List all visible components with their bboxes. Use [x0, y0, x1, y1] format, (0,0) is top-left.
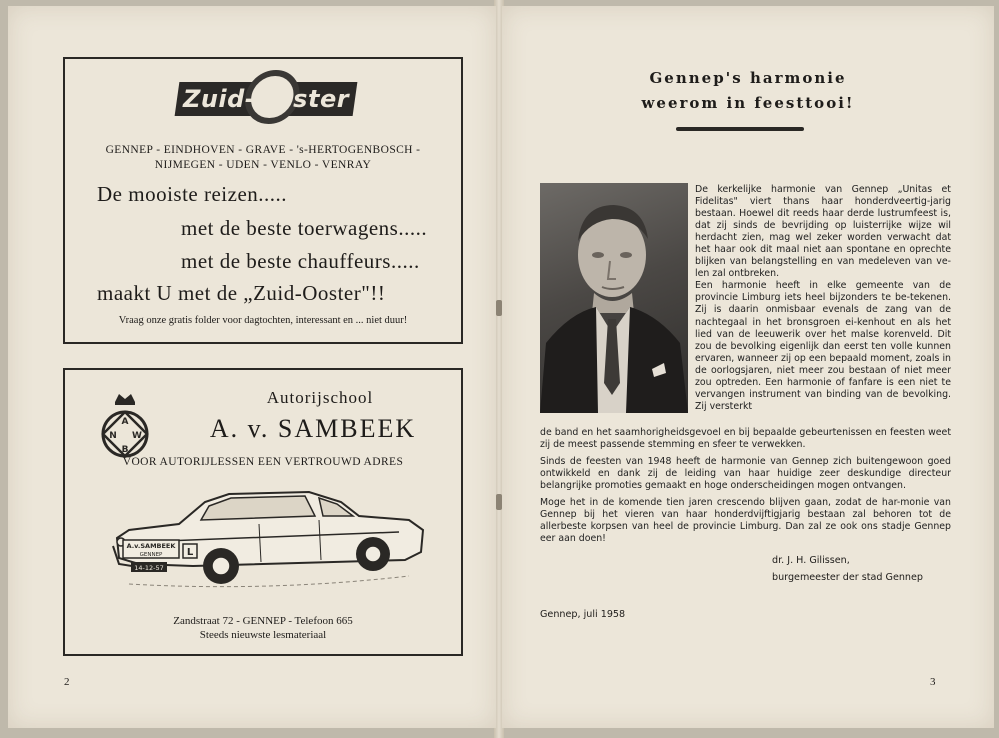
folder-note: Vraag onze gratis folder voor dagtochten, interessant en ... niet duur! — [118, 315, 408, 326]
cities-list — [65, 143, 461, 173]
cities-line-1: GENNEP - EINDHOVEN - GRAVE - 's-HERTOGENBOSCH - — [105, 144, 421, 156]
page-number-right: 3 — [930, 676, 936, 688]
slogan-line-2: met de beste toerwagens..... — [181, 216, 428, 240]
car-plate-name: A.v.SAMBEEK — [126, 542, 176, 550]
left-page — [8, 6, 496, 728]
car-illustration — [109, 476, 429, 596]
article-body — [540, 427, 951, 550]
zuid-ooster-ad — [63, 57, 463, 344]
signature-block — [772, 552, 923, 586]
article-paragraph-3: Sinds de feesten van 1948 heeft de harmonie van Gennep zich buitengewoon goed ontwikkeld en dank zij de leiding van haar huidige zeer deskundige directeur belangrijke promoties gemaakt en hoge onderscheidingen mogen ontvangen. — [540, 456, 951, 492]
dateline: Gennep, juli 1958 — [540, 609, 626, 620]
school-name: A. v. SAMBEEK — [209, 414, 417, 443]
article-paragraph-2: Een harmonie heeft in elke gemeente van de provincie Limburg iets heel bijzonders te be-tekenen. Zij is daarin onmisbaar evenals de zang van de nachtegaal in het bronsgroen ei-kenhout en als het lied van de leeuwerik over het malse korenveld. Dit zou de bevolking eigenlijk dan eerst ten volle kunnen ervaren, wanneer zij op een bepaald moment, zoals in de oorlogsjaren, niet meer zou bestaan of niet meer zou optreden. Een harmonie of fanfare is een niet te vervangen instrument van binding van de bevolking. Zij versterkt — [695, 280, 951, 412]
article-paragraph-2-continued: de band en het saamhorigheidsgevoel en bij bepaalde gebeurtenissen en feesten weet zij de meest passende stemming en sfeer te verwekken. — [540, 427, 951, 451]
article-column — [695, 184, 951, 428]
portrait-figure — [540, 183, 688, 413]
right-page — [502, 6, 994, 728]
slogan-line-4: maakt U met de „Zuid-Ooster"!! — [97, 281, 386, 305]
school-label: Autorijschool — [266, 388, 374, 407]
slogan-line-3: met de beste chauffeurs..... — [181, 249, 420, 273]
article-paragraph-4: Moge het in de komende tien jaren crescendo blijven gaan, zodat de har-monie van Gennep bij het vieren van haar honderdvijftigjarig bestaan zal behoren tot de allerbeste korpsen van heel de provincie Limburg. Dan zal ze ook ons stadje Gennep eer aan doen! — [540, 497, 951, 545]
headline-line-1: Gennep's harmonie — [649, 69, 847, 87]
slogan-line-1: De mooiste reizen..... — [97, 182, 288, 206]
car-plate-number: 14-12-57 — [134, 564, 164, 572]
anwb-crest-icon — [99, 392, 151, 462]
crest-letter-w: W — [132, 431, 142, 441]
crest-letter-a: A — [121, 417, 129, 427]
car-plate-town: GENNEP — [139, 552, 163, 558]
zuid-ooster-logo — [175, 82, 358, 116]
page-number-left: 2 — [64, 676, 70, 688]
material-note: Steeds nieuwste lesmateriaal — [199, 629, 327, 641]
school-address — [65, 614, 461, 642]
headline-line-2: weerom in feesttooi! — [641, 94, 855, 112]
school-tagline: VOOR AUTORIJLESSEN EEN VERTROUWD ADRES — [122, 456, 404, 468]
address-line: Zandstraat 72 - GENNEP - Telefoon 665 — [173, 615, 353, 627]
signature-title: burgemeester der stad Gennep — [772, 572, 923, 583]
portrait-photo — [540, 183, 688, 413]
learner-l-sign: L — [186, 547, 194, 558]
autorijschool-ad — [63, 368, 463, 656]
crest-letter-b: B — [121, 445, 129, 455]
article-headline — [502, 66, 994, 116]
headline-rule — [676, 127, 804, 131]
signature-name: dr. J. H. Gilissen, — [772, 555, 850, 566]
crest-letter-n: N — [109, 431, 117, 441]
cities-line-2: NIJMEGEN - UDEN - VENLO - VENRAY — [154, 159, 372, 171]
logo-text: Zuid-Ooster — [182, 85, 350, 113]
article-paragraph-1: De kerkelijke harmonie van Gennep „Unitas et Fidelitas" viert thans haar honderdveertig-jarig bestaan. Hoewel dit reeds haar derde lustrumfeest is, dat zij sinds de bevrijding op luisterrijke wijze wil herdacht zien, mag wel zeker worden verwacht dat het haar ook dit maal niet aan spontane en oprechte blijken van belangstelling en van medeleven van ve-len zal ontbreken. — [695, 184, 951, 280]
